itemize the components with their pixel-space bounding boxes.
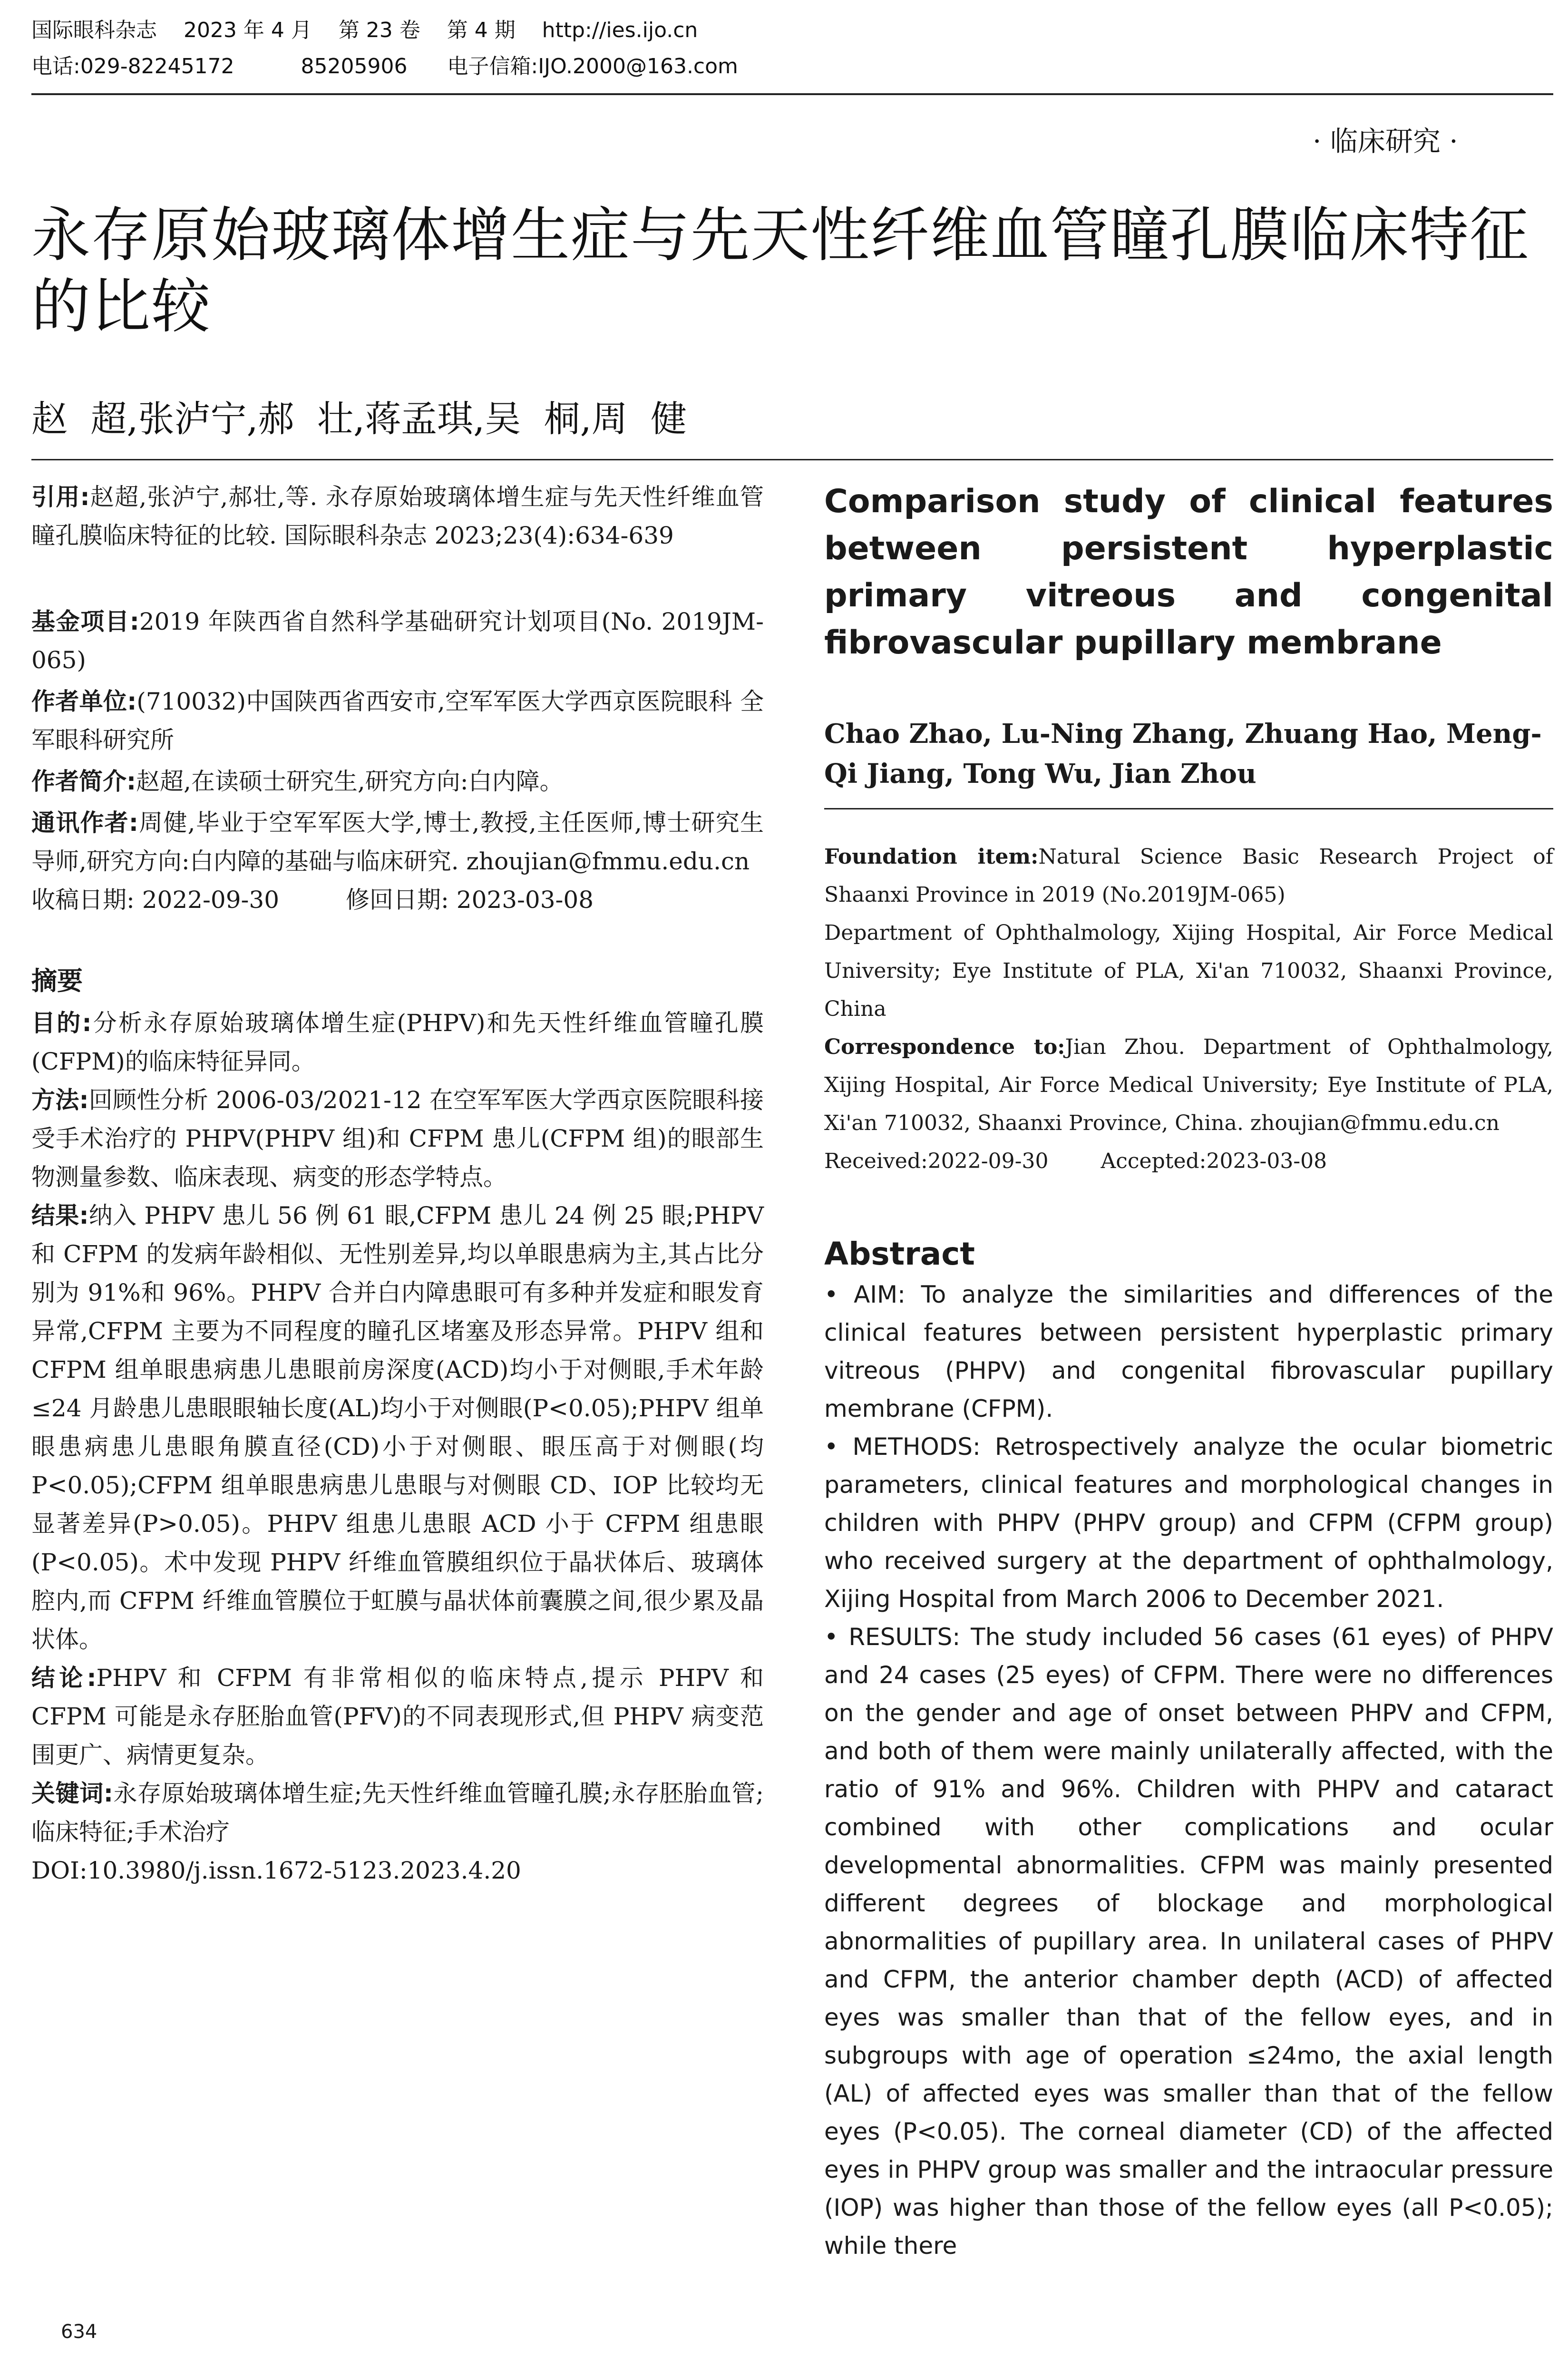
page-number: 634 xyxy=(61,2321,97,2343)
aim-label-en: • AIM: xyxy=(824,1281,906,1308)
dates-cn xyxy=(31,881,764,919)
journal-header-line2: 电话:029-82245172 85205906 电子信箱:IJO.2000@163.com xyxy=(31,54,738,78)
foundation-label: Foundation item: xyxy=(824,845,1039,869)
method-text-en: Retrospectively analyze the ocular biometric parameters, clinical features and morphological changes in children with PHPV (PHPV group) and CFPM (CFPM group) who received surgery at the department of ophthalmology, Xijing Hospital from March 2006 to December 2021. xyxy=(824,1433,1553,1613)
unit-text: (710032)中国陕西省西安市,空军军医大学西京医院眼科 全军眼科研究所 xyxy=(31,688,764,754)
bio-label: 作者简介: xyxy=(31,768,136,795)
left-column xyxy=(31,478,764,1890)
fund-text: 2019 年陕西省自然科学基础研究计划项目(No. 2019JM-065) xyxy=(31,608,764,674)
section-tag: · 临床研究 · xyxy=(1313,125,1458,157)
result-text-cn: 纳入 PHPV 患儿 56 例 61 眼,CFPM 患儿 24 例 25 眼;PHPV 和 CFPM 的发病年龄相似、无性别差异,均以单眼患病为主,其占比分别为 91%和 96%。PHPV 合并白内障患眼可有多种并发症和眼发育异常,CFPM 主要为不同程度的瞳孔区堵塞及形态异常。PHPV 组和 CFPM 组单眼患病患儿患眼前房深度(ACD)均小于对侧眼,手术年龄≤24 月龄患儿患眼眼轴长度(AL)均小于对侧眼(P<0.05);PHPV 组单眼患病患儿患眼角膜直径(CD)小于对侧眼、眼压高于对侧眼(均 P<0.05);CFPM 组单眼患病患儿患眼与对侧眼 CD、IOP 比较均无显著差异(P>0.05)。PHPV 组患儿患眼 ACD 小于 CFPM 组患眼(P<0.05)。术中发现 PHPV 纤维血管膜组织位于晶状体后、玻璃体腔内,而 CFPM 纤维血管膜位于虹膜与晶状体前囊膜之间,很少累及晶状体。 xyxy=(31,1202,764,1653)
correspondence-text: Jian Zhou. Department of Ophthalmology, Xijing Hospital, Air Force Medical University; Eye Institute of PLA, Xi'an 710032, Shaanxi Province, China. zhoujian@fmmu.edu.cn xyxy=(824,1035,1554,1135)
unit-label: 作者单位: xyxy=(31,688,137,715)
dates-en xyxy=(824,1142,1553,1180)
authors-cn: 赵 超,张泸宁,郝 壮,蒋孟琪,吴 桐,周 健 xyxy=(31,398,687,440)
conclusion-label-cn: 结论: xyxy=(31,1664,97,1692)
author-bio xyxy=(31,762,764,801)
corresponding-author xyxy=(31,804,764,881)
method-label-cn: 方法: xyxy=(31,1086,89,1114)
fund-label: 基金项目: xyxy=(31,608,139,635)
received-en: Received:2022-09-30 xyxy=(824,1149,1049,1173)
title-rule xyxy=(31,459,1553,460)
aim-text-cn: 分析永存原始玻璃体增生症(PHPV)和先天性纤维血管瞳孔膜(CFPM)的临床特征异同。 xyxy=(31,1009,764,1075)
result-label-cn: 结果: xyxy=(31,1202,89,1229)
aim-text-en: To analyze the similarities and differences of the clinical features between persistent hyperplastic primary vitreous (PHPV) and congenital fibrovascular pupillary membrane (CFPM). xyxy=(824,1281,1553,1422)
keywords-cn xyxy=(31,1774,764,1851)
correspondence-label: Correspondence to: xyxy=(824,1035,1065,1059)
citation xyxy=(31,478,764,555)
doi: DOI:10.3980/j.issn.1672-5123.2023.4.20 xyxy=(31,1857,521,1884)
header-rule xyxy=(31,93,1553,95)
right-column xyxy=(824,478,1553,2265)
foundation-text: Natural Science Basic Research Project of Shaanxi Province in 2019 (No.2019JM-065) xyxy=(824,845,1553,907)
abstract-result-en xyxy=(824,1618,1553,2265)
author-unit xyxy=(31,682,764,760)
abstract-heading-en: Abstract xyxy=(824,1236,975,1272)
fund-info xyxy=(31,603,764,680)
journal-header-line1: 国际眼科杂志 2023 年 4 月 第 23 卷 第 4 期 http://ies.ijo.cn xyxy=(31,18,698,42)
abstract-method-cn xyxy=(31,1081,764,1197)
correspondence-en xyxy=(824,1028,1553,1142)
method-label-en: • METHODS: xyxy=(824,1433,981,1461)
corr-text: 周健,毕业于空军军医大学,博士,教授,主任医师,博士研究生导师,研究方向:白内障的基础与临床研究. zhoujian@fmmu.edu.cn xyxy=(31,809,764,875)
corr-label: 通讯作者: xyxy=(31,809,138,837)
abstract-result-cn xyxy=(31,1197,764,1659)
abstract-heading-cn: 摘要 xyxy=(31,966,83,996)
citation-text: 赵超,张泸宁,郝壮,等. 永存原始玻璃体增生症与先天性纤维血管瞳孔膜临床特征的比较. 国际眼科杂志 2023;23(4):634-639 xyxy=(31,483,764,549)
accepted-en: Accepted:2023-03-08 xyxy=(1101,1149,1327,1173)
authors-en: Chao Zhao, Lu-Ning Zhang, Zhuang Hao, Meng-Qi Jiang, Tong Wu, Jian Zhou xyxy=(824,718,1542,789)
aim-label-cn: 目的: xyxy=(31,1009,92,1037)
abstract-aim-cn xyxy=(31,1004,764,1081)
received-cn: 收稿日期: 2022-09-30 xyxy=(31,886,280,914)
abstract-aim-en xyxy=(824,1276,1553,1428)
citation-label: 引用: xyxy=(31,483,90,511)
foundation-item xyxy=(824,838,1553,914)
result-label-en: • RESULTS: xyxy=(824,1623,961,1651)
department-en: Department of Ophthalmology, Xijing Hospital, Air Force Medical University; Eye Institute of PLA, Xi'an 710032, Shaanxi Province, China xyxy=(824,921,1553,1021)
abstract-method-en xyxy=(824,1428,1553,1618)
conclusion-text-cn: PHPV 和 CFPM 有非常相似的临床特点,提示 PHPV 和 CFPM 可能是永存胚胎血管(PFV)的不同表现形式,但 PHPV 病变范围更广、病情更复杂。 xyxy=(31,1664,764,1769)
article-title-cn: 永存原始玻璃体增生症与先天性纤维血管瞳孔膜临床特征的比较 xyxy=(31,201,1530,341)
bio-text: 赵超,在读硕士研究生,研究方向:白内障。 xyxy=(136,768,564,795)
keywords-label-cn: 关键词: xyxy=(31,1780,113,1807)
article-title-en: Comparison study of clinical features between persistent hyperplastic primary vitreous and congenital fibrovascular pupillary membrane xyxy=(824,483,1553,662)
revised-cn: 修回日期: 2023-03-08 xyxy=(346,886,594,914)
keywords-text-cn: 永存原始玻璃体增生症;先天性纤维血管瞳孔膜;永存胚胎血管;临床特征;手术治疗 xyxy=(31,1780,764,1846)
method-text-cn: 回顾性分析 2006-03/2021-12 在空军军医大学西京医院眼科接受手术治疗的 PHPV(PHPV 组)和 CFPM 患儿(CFPM 组)的眼部生物测量参数、临床表现、病变的形态学特点。 xyxy=(31,1086,764,1191)
abstract-conclusion-cn xyxy=(31,1659,764,1774)
result-text-en: The study included 56 cases (61 eyes) of PHPV and 24 cases (25 eyes) of CFPM. There were no differences on the gender and age of onset between PHPV and CFPM, and both of them were mainly unilaterally affected, with the ratio of 91% and 96%. Children with PHPV and cataract combined with other complications and ocular developmental abnormalities. CFPM was mainly presented different degrees of blockage and morphological abnormalities of pupillary area. In unilateral cases of PHPV and CFPM, the anterior chamber depth (ACD) of affected eyes was smaller than that of the fellow eyes, and in subgroups with age of operation ≤24mo, the axial length (AL) of affected eyes was smaller than that of the fellow eyes (P<0.05). The corneal diameter (CD) of the affected eyes in PHPV group was smaller and the intraocular pressure (IOP) was higher than those of the fellow eyes (all P<0.05); while there xyxy=(824,1623,1553,2260)
